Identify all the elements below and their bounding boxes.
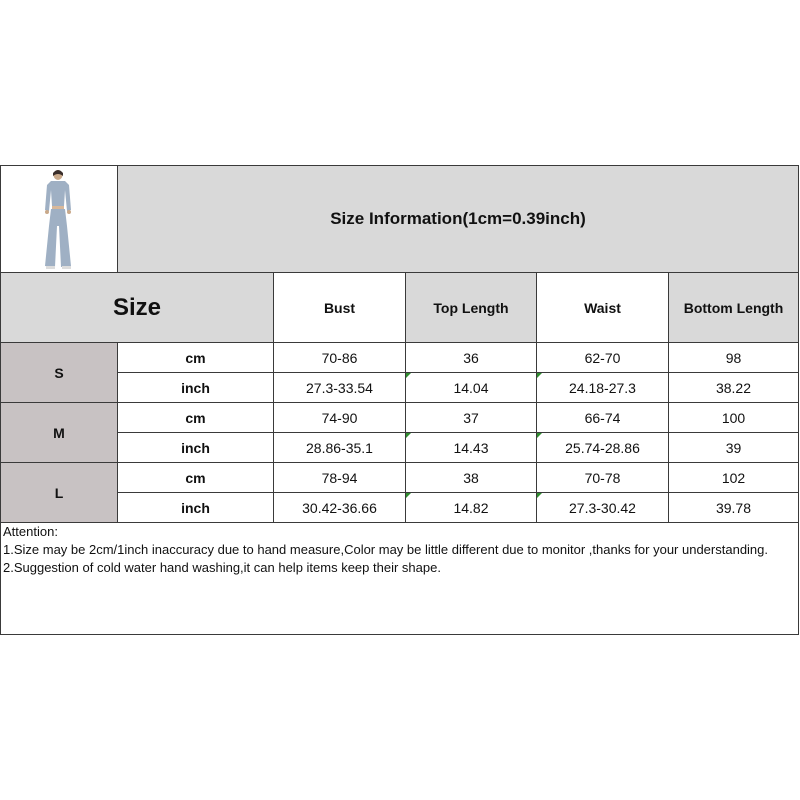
table-cell: 39.78 bbox=[669, 493, 799, 523]
table-cell: 14.82 bbox=[406, 493, 537, 523]
table-cell: 39 bbox=[669, 433, 799, 463]
unit-label: inch bbox=[118, 373, 274, 403]
table-cell: 70-86 bbox=[274, 343, 406, 373]
product-photo bbox=[1, 166, 118, 273]
table-cell: 24.18-27.3 bbox=[537, 373, 669, 403]
table-cell: 38.22 bbox=[669, 373, 799, 403]
table-cell: 30.42-36.66 bbox=[274, 493, 406, 523]
table-cell: 78-94 bbox=[274, 463, 406, 493]
table-cell: 27.3-30.42 bbox=[537, 493, 669, 523]
column-header-bottom-length: Bottom Length bbox=[669, 273, 799, 343]
table-cell: 98 bbox=[669, 343, 799, 373]
notes-line-1: 1.Size may be 2cm/1inch inaccuracy due to hand measure,Color may be little different due to monitor ,thanks for your understanding. bbox=[3, 542, 769, 557]
notes-line-2: 2.Suggestion of cold water hand washing,it can help items keep their shape. bbox=[3, 560, 441, 575]
size-header: Size bbox=[1, 273, 274, 343]
unit-label: cm bbox=[118, 343, 274, 373]
table-cell: 36 bbox=[406, 343, 537, 373]
table-cell: 38 bbox=[406, 463, 537, 493]
attention-notes bbox=[3, 523, 793, 577]
table-cell: 25.74-28.86 bbox=[537, 433, 669, 463]
size-label-s: S bbox=[1, 343, 118, 403]
table-cell: 74-90 bbox=[274, 403, 406, 433]
table-cell: 102 bbox=[669, 463, 799, 493]
table-cell: 37 bbox=[406, 403, 537, 433]
size-label-m: M bbox=[1, 403, 118, 463]
column-header-waist: Waist bbox=[537, 273, 669, 343]
table-cell: 66-74 bbox=[537, 403, 669, 433]
size-label-l: L bbox=[1, 463, 118, 523]
notes-heading: Attention: bbox=[3, 524, 58, 539]
table-cell: 100 bbox=[669, 403, 799, 433]
table-cell: 14.43 bbox=[406, 433, 537, 463]
table-cell: 14.04 bbox=[406, 373, 537, 403]
table-cell: 70-78 bbox=[537, 463, 669, 493]
table-cell: 27.3-33.54 bbox=[274, 373, 406, 403]
unit-label: cm bbox=[118, 403, 274, 433]
unit-label: inch bbox=[118, 493, 274, 523]
column-header-bust: Bust bbox=[274, 273, 406, 343]
garment-photo-icon bbox=[1, 166, 116, 271]
table-cell: 28.86-35.1 bbox=[274, 433, 406, 463]
page-title: Size Information(1cm=0.39inch) bbox=[118, 166, 799, 273]
column-header-top-length: Top Length bbox=[406, 273, 537, 343]
table-cell: 62-70 bbox=[537, 343, 669, 373]
unit-label: cm bbox=[118, 463, 274, 493]
unit-label: inch bbox=[118, 433, 274, 463]
